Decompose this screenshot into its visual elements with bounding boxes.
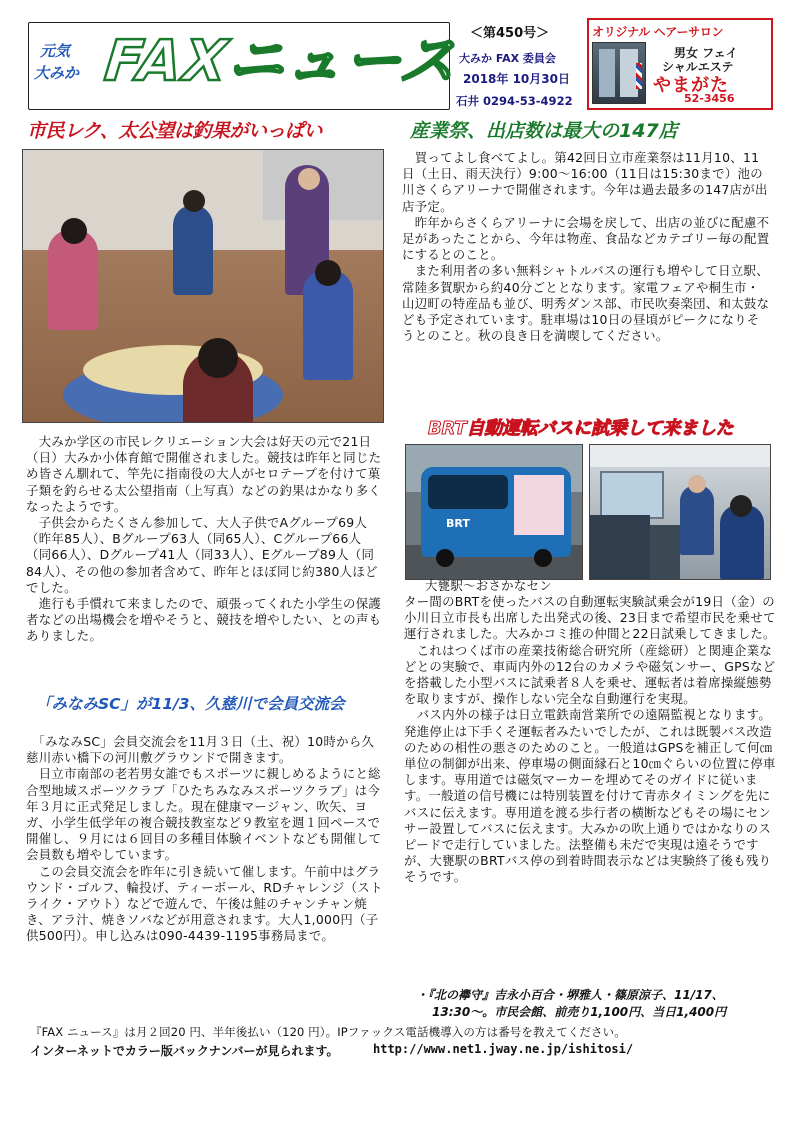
article-rec-body: 大みか学区の市民レクリエーション大会は好天の元で21日（日）大みか小体育館で開催されました。競技は昨年と同じため皆さん馴れて、竿先に指南役の大人がセロテープを付けて菓子類を釣らせる太公望指南（上写真）などの釣果はかなり多くなったようです。 子供会からたくさん参加して、大人子供でAグループ69人（昨年85人）、Bグループ63人（同65人）、Cグループ66人（同66人）、Dグループ41人（同33人）、Eグループ89人（同84人）、その他の参加者含めて、昨年とほぼ同じ約380人ほどでした。 進行も手慣れて来ましたので、頑張ってくれた小学生の保護者などの出場機会を増やそうと、競技を増やしたい、との声もありました。 [26,434,382,644]
ad-phone: 52-3456 [684,92,735,105]
publisher: 大みか FAX 委員会 [459,52,556,65]
article-brt-body: ター間のBRTを使ったバスの自動運転実験試乗会が19日（金）の小川日立市長も出席した出発式の後、23日まで希望市民を乗せて運行されました。大みかコミ推の仲間と22日試乗してきました。 これはつくば市の産業技術総合研究所（産総研）と関連企業などとの実験で、車両内外の12台のカメラや磁気ンサー、GPSなどを搭載した小型バスに試乗者８人を乗せ、運転者は着席操縦態勢を取りますが、操作しない完全な自動運行を実現。 バス内外の様子は日立電鉄南営業所での遠隔監視となります。発進停止は下手くそ運転者みたいでしたが、これは既製バス改造のための相性の悪さのためのこと。一般道はGPSを補正して何㎝単位の制御が出来、停車場の側面縁石と10㎝ぐらいの位置に停車します。専用道では磁気マーカーを埋めてそのガイドに従います。一般道の信号機には特別装置を付けて青赤タイミングを先にバスに伝えます。専用道を渡る歩行者の横断などもその場にセンサー設置してバスに伝えます。大みかの吹上通りではかなりのスピードで走行していました。法整備も未だで実現は遠そうですが、大甕駅のBRTバス停の到着時間表示などは実験終了後も残りそうです。 [404,594,776,885]
footer-subscription-note: 『FAX ニュース』は月２回20 円、半年後払い（120 円）。IPファックス電話機導入の方は番号を教えてください。 [30,1025,626,1039]
ad-services-2: シャルエステ [662,60,734,74]
ad-services-1: 男女 フェイ [674,46,738,60]
photo-brt-bus-interior [589,444,771,580]
issue-date: 2018年 10月30日 [463,72,570,86]
masthead-title: FAXニュース [101,29,462,94]
bus-brt-label: BRT [446,517,470,530]
headline-sc: 「みなみSC」が11/3、久慈川で会員交流会 [36,695,345,713]
article-brt-intro: 大甕駅～おさかなセン [425,578,552,593]
footer-backnumber-text: インターネットでカラー版バックナンバーが見られます。 [30,1044,339,1058]
contact-phone: 石井 0294-53-4922 [456,94,573,108]
photo-brt-bus-exterior [405,444,583,580]
article-fair-body: 買ってよし食べてよし。第42回日立市産業祭は11月10、11日（土日、雨天決行）9:00～16:00（11日は15:30まで）池の川さくらアリーナで開催されます。今年は過去最多の147店が出店予定。 昨年からさくらアリーナに会場を戻して、出店の並びに配慮不足があったことから、今年は物産、食品などカテゴリー毎の配置にするとのこと。 また利用者の多い無料シャトルバスの運行も増やして日立駅、常陸多賀駅から約40分ごととなります。家電フェアや桐生市・山辺町の特産品も並び、明秀ダンス部、市民吹奏楽団、和太鼓なども予定されています。駐車場は10日の昼頃がピークになりそうとのこと。秋の良き日を満喫してください。 [402,150,770,344]
photo-fishing-game [22,149,384,423]
article-sc-body: 「みなみSC」会員交流会を11月３日（土、祝）10時から久慈川赤い橋下の河川敷グラウンドで開きます。 日立市南部の老若男女誰でもスポーツに親しめるようにと総合型地域スポーツクラブ「ひたちみなみスポーツクラブ」は今年３月に正式発足しました。現在健康マージャン、吹矢、ヨガ、小学生低学年の複合競技教室など９教室を週１回ペースで開催し、９月には６回目の多種目体験イベントなども開催して会員数も増やしています。 この会員交流会を昨年に引き続いて催します。午前中はグラウンド・ゴルフ、輪投げ、ティーボール、RDチャレンジ（ストライク・アウト）などで遊んで、午後は鮭のチャンチャン焼き、アラ汁、焼きソバなどが用意されます。大人1,000円（子供500円）。申し込みは090-4439-1195事務局まで。 [26,734,383,944]
headline-brt: BRT自動運転バスに試乗して来ました [428,418,734,439]
ad-shopfront-image [592,42,646,104]
footer-website-link[interactable]: http://www.net1.jway.ne.jp/ishitosi/ [373,1042,634,1056]
headline-fair: 産業祭、出店数は最大の147店 [410,120,678,142]
barber-pole-icon [636,63,642,89]
ad-shop-name: やまがた [653,75,729,96]
masthead-slogan-2: 大みか [34,64,80,82]
issue-number: ＜第450号＞ [470,26,550,41]
event-notice-line-2: 13:30～。市民会館、前売り1,100円、当日1,400円 [432,1005,727,1019]
ad-tagline: オリジナル ヘアーサロン [592,25,724,39]
headline-rec: 市民レク、太公望は釣果がいっぱい [27,120,322,142]
event-notice-line-1: ・『北の襷守』吉永小百合・堺雅人・篠原涼子、11/17、 [416,988,724,1002]
masthead-slogan-1: 元気 [40,42,71,60]
